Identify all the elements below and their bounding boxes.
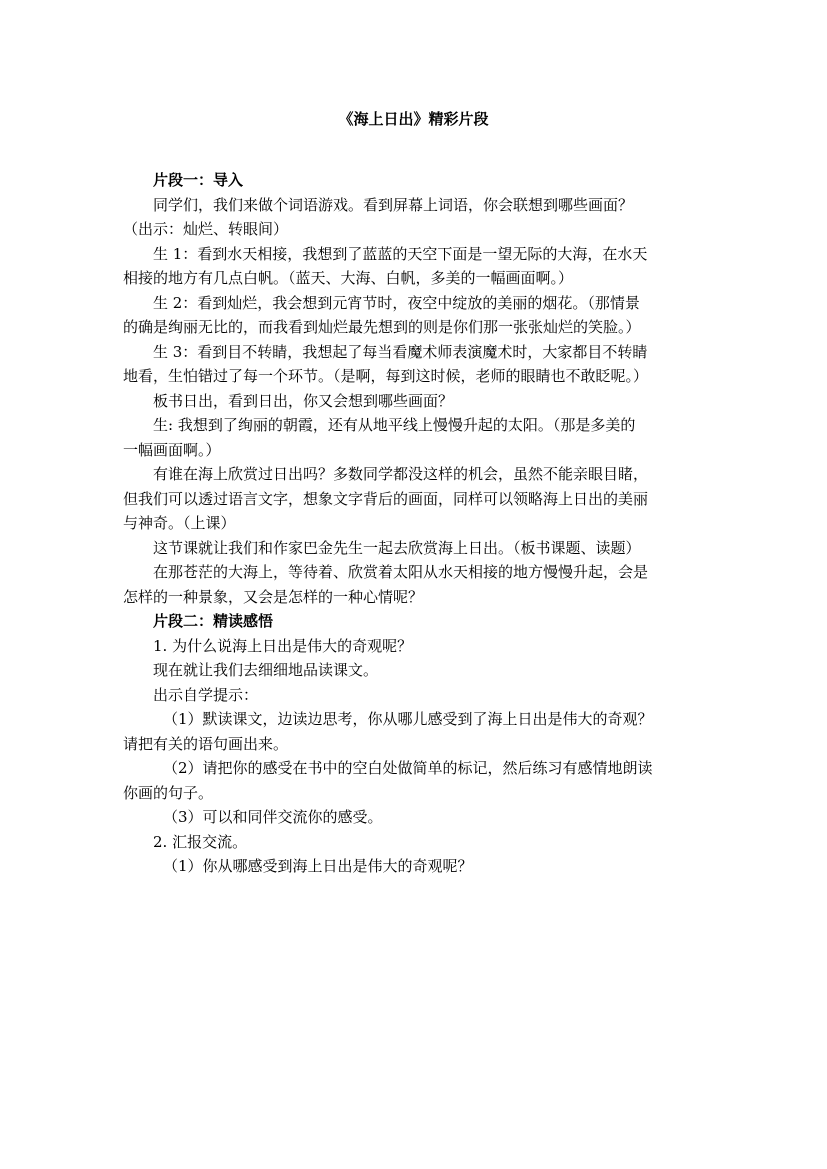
section-heading: 片段二：精读感悟 bbox=[153, 612, 274, 630]
paragraph-line: 怎样的一种景象，又会是怎样的一种心情呢？ bbox=[123, 587, 424, 606]
paragraph-line: 的确是绚丽无比的，而我看到灿烂最先想到的则是你们那一张张灿烂的笑脸。） bbox=[123, 318, 641, 336]
paragraph-line: 2. 汇报交流。 bbox=[153, 832, 248, 851]
paragraph-line: 与神奇。（上课） bbox=[123, 514, 236, 532]
paragraph-line: 生 1：看到水天相接，我想到了蓝蓝的天空下面是一望无际的大海，在水天 bbox=[153, 244, 648, 263]
paragraph-line: 生: 我想到了绚丽的朝霞，还有从地平线上慢慢升起的太阳。（那是多美的 bbox=[153, 416, 636, 434]
paragraph-line: 有谁在海上欣赏过日出吗？多数同学都没这样的机会，虽然不能亲眼目睹， bbox=[153, 465, 649, 483]
paragraph-line: （3）可以和同伴交流你的感受。 bbox=[163, 808, 383, 826]
document-title: 《海上日出》精彩片段 bbox=[338, 110, 489, 128]
section-heading: 片段一：导入 bbox=[153, 171, 244, 189]
paragraph-line: 现在就让我们去细细地品读课文。 bbox=[153, 661, 379, 679]
paragraph-line: 在那苍茫的大海上，等待着、欣赏着太阳从水天相接的地方慢慢升起，会是 bbox=[153, 563, 649, 581]
paragraph-line: 相接的地方有几点白帆。（蓝天、大海、白帆，多美的一幅画面啊。） bbox=[123, 269, 574, 287]
paragraph-line: 你画的句子。 bbox=[123, 783, 214, 802]
paragraph-line: （2）请把你的感受在书中的空白处做简单的标记，然后练习有感情地朗读 bbox=[163, 759, 653, 777]
paragraph-line: 生 2：看到灿烂，我会想到元宵节时，夜空中绽放的美丽的烟花。（那情景 bbox=[153, 293, 640, 312]
paragraph-line: 同学们，我们来做个词语游戏。看到屏幕上词语，你会联想到哪些画面？ bbox=[153, 195, 634, 214]
paragraph-line: 这节课就让我们和作家巴金先生一起去欣赏海上日出。（板书课题、读题） bbox=[153, 538, 641, 557]
paragraph-line: （1）默读课文，边读边思考，你从哪儿感受到了海上日出是伟大的奇观？ bbox=[163, 710, 653, 728]
paragraph-line: 一幅画面啊。） bbox=[123, 440, 221, 459]
paragraph-line: 出示自学提示： bbox=[153, 685, 259, 704]
paragraph-line: 但我们可以透过语言文字，想象文字背后的画面，同样可以领略海上日出的美丽 bbox=[123, 489, 649, 508]
paragraph-line: 生 3：看到目不转睛，我想起了每当看魔术师表演魔术时，大家都目不转睛 bbox=[153, 342, 648, 361]
paragraph-line: （1）你从哪感受到海上日出是伟大的奇观呢？ bbox=[163, 857, 473, 875]
paragraph-line: （出示：灿烂、转眼间） bbox=[123, 220, 289, 238]
paragraph-line: 地看，生怕错过了每一个环节。（是啊，每到这时候，老师的眼睛也不敢眨呢。） bbox=[123, 367, 649, 385]
paragraph-line: 1. 为什么说海上日出是伟大的奇观呢？ bbox=[153, 636, 413, 655]
paragraph-line: 板书日出，看到日出，你又会想到哪些画面？ bbox=[153, 391, 454, 410]
document-body bbox=[123, 168, 703, 879]
paragraph-line: 请把有关的语句画出来。 bbox=[123, 734, 289, 753]
